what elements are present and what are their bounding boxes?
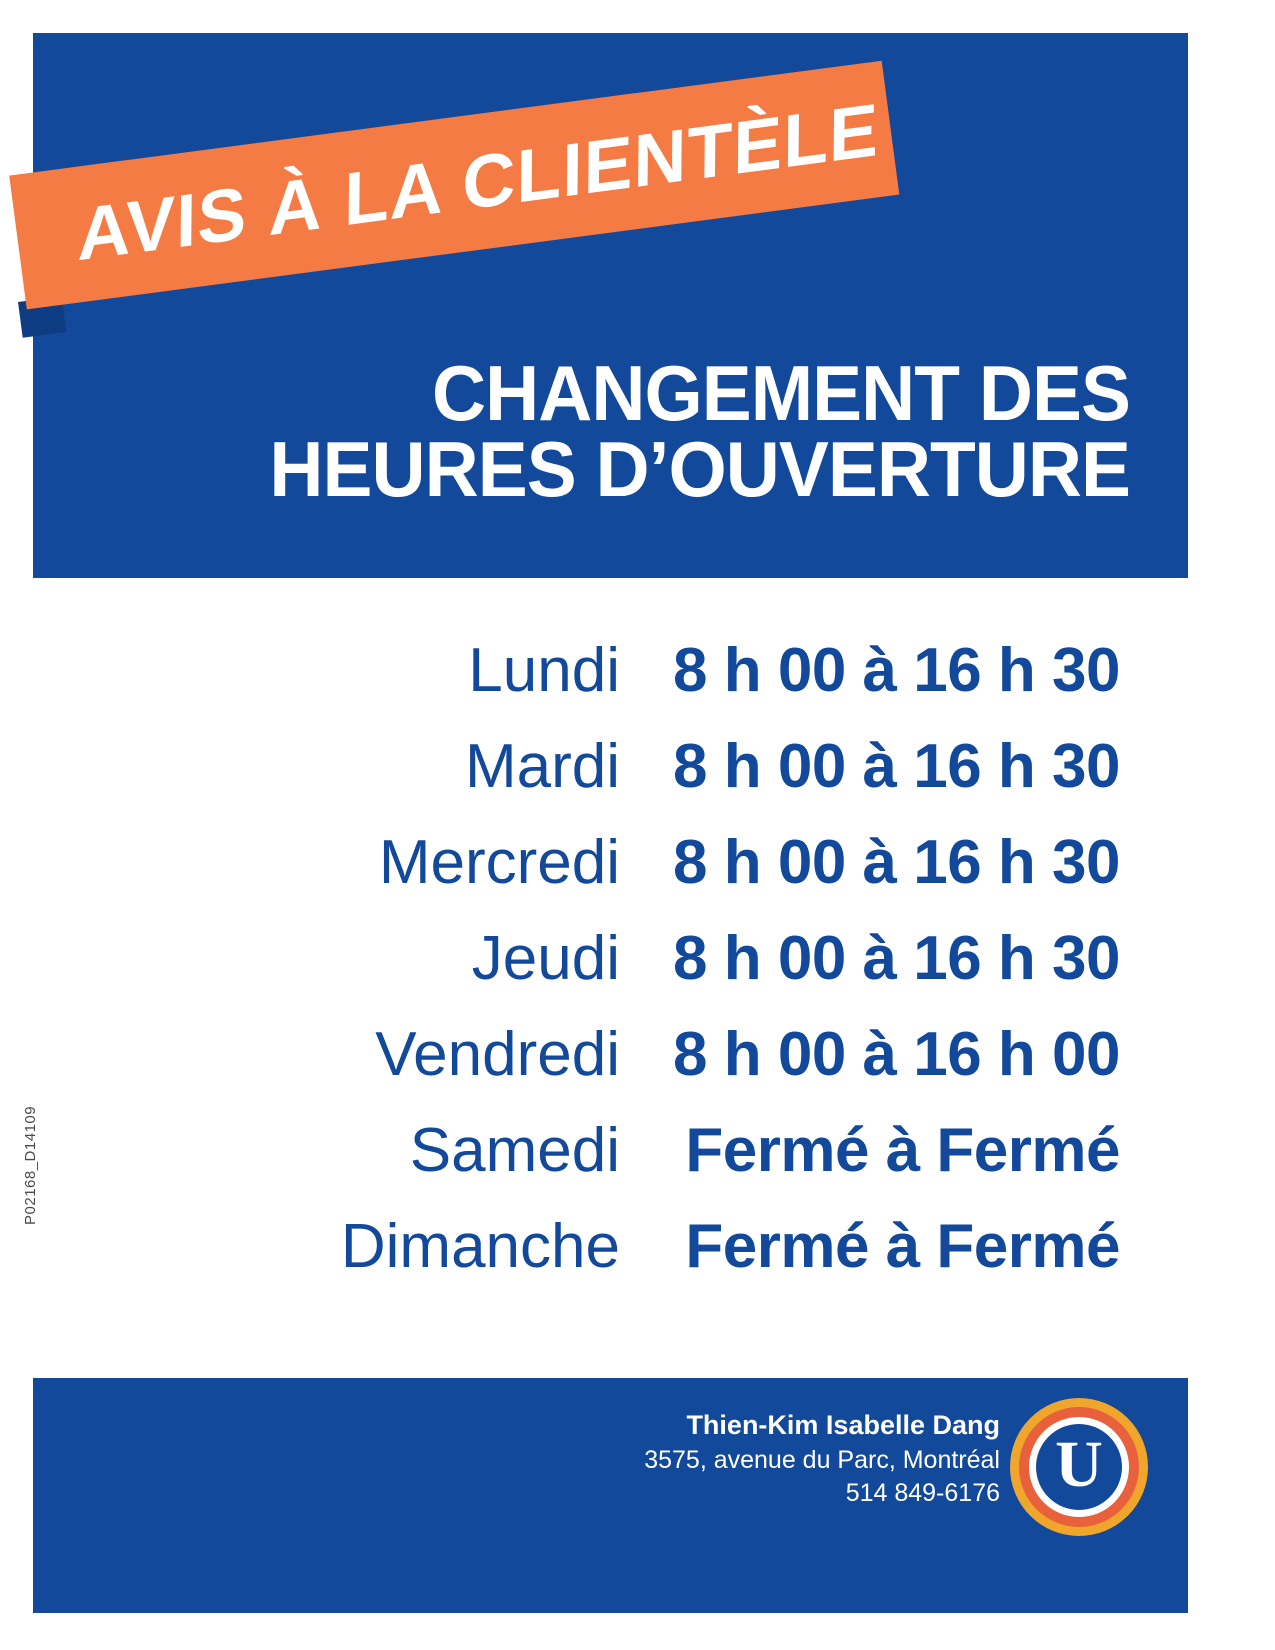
day-hours: 8 h 00 à 16 h 30 — [673, 636, 1120, 705]
document-code: P02168_D14109 — [22, 1105, 39, 1225]
day-label: Jeudi — [471, 924, 620, 993]
day-hours: Fermé à Fermé — [685, 1116, 1120, 1185]
table-row — [160, 924, 1160, 1006]
table-row — [160, 732, 1160, 814]
hours-table — [160, 636, 1160, 1312]
uniprix-logo-icon — [1010, 1398, 1148, 1536]
table-row — [160, 1212, 1160, 1294]
table-row — [160, 636, 1160, 718]
store-address: 3575, avenue du Parc, Montréal — [644, 1445, 1000, 1474]
day-hours: 8 h 00 à 16 h 30 — [673, 732, 1120, 801]
day-label: Mardi — [464, 732, 620, 801]
table-row — [160, 1020, 1160, 1102]
day-hours: 8 h 00 à 16 h 00 — [673, 1020, 1120, 1089]
page-title-line-2: HEURES D’OUVERTURE — [269, 425, 1130, 514]
page-title — [60, 349, 1160, 514]
footer-contact — [420, 1408, 1000, 1510]
pharmacist-name: Thien-Kim Isabelle Dang — [686, 1410, 1000, 1440]
store-phone: 514 849-6176 — [845, 1478, 1000, 1507]
day-label: Dimanche — [340, 1212, 620, 1281]
day-label: Mercredi — [378, 828, 620, 897]
table-row — [160, 828, 1160, 910]
page-title-line-1: CHANGEMENT DES — [432, 349, 1130, 437]
table-row — [160, 1116, 1160, 1198]
day-label: Lundi — [468, 636, 620, 705]
day-label: Vendredi — [375, 1020, 620, 1089]
day-hours: 8 h 00 à 16 h 30 — [673, 828, 1120, 897]
ribbon-label: AVIS À LA CLIENTÈLE — [77, 87, 880, 277]
logo-letter: U — [1055, 1428, 1103, 1501]
day-hours: 8 h 00 à 16 h 30 — [673, 924, 1120, 993]
day-hours: Fermé à Fermé — [685, 1212, 1120, 1281]
logo-core — [1036, 1424, 1122, 1510]
day-label: Samedi — [409, 1116, 620, 1185]
